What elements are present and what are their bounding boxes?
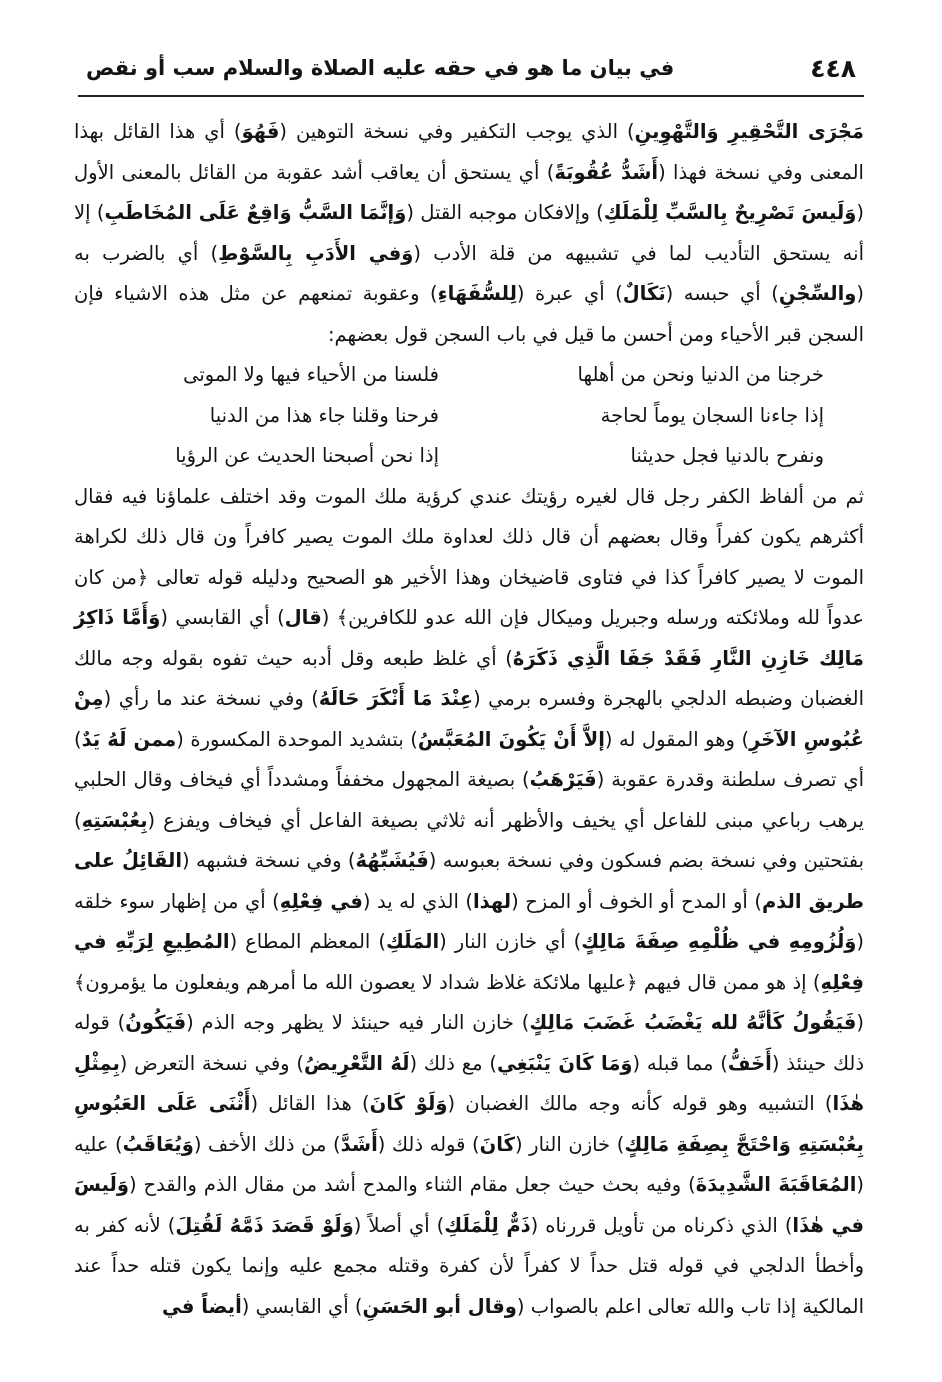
page-header [78,46,864,90]
poem-verse [74,396,864,437]
commentary-text: ) أي بالضرب به ( [74,241,864,305]
header-rule [78,95,864,97]
commentary-text: ) خازن النار فيه حينئذ لا يظهر وجه الذم ( [186,1011,530,1034]
commentary-text: ) وعقوبة تمنعهم عن مثل هذه الاشياء فإن السجن قبر الأحياء ومن أحسن ما قيل في باب السجن قول بعضهم: [74,282,864,346]
matn-quote: القَائِلُ على طريق الذم [74,849,864,913]
commentary-text: ) أو المدح أو الخوف أو المزح ( [511,889,762,913]
poem-first-hemistich: خرجنا من الدنيا ونحن من أهلها [577,363,824,386]
commentary-text: ) بفتحتين وفي نسخة بضم فسكون وفي نسخة بعبوسه ( [74,808,865,872]
matn-quote: إلاَّ أَنْ يَكُونَ المُعَبَّسُ [417,727,605,751]
matn-quote: وَلَوْ قَصَدَ ذَمَّهُ لَقُتِلَ [175,1213,354,1237]
commentary-text: ) وفيه بحث حيث جعل مقام الثناء والمدح أشد من مقال الذم والقدح ( [128,1173,696,1196]
matn-quote: أَشَدُّ عُقُوبَةً [554,160,659,184]
commentary-text: ) أي عبرة ( [516,282,623,305]
matn-quote: بِمِثْلِ هٰذَا [74,1051,865,1115]
poem-verse [74,355,864,396]
commentary-text: ) إذ هو ممن قال فيهم ﴿عليها ملائكة غلاظ شداد لا يعصون الله ما أمرهم ويفعلون ما يؤمرون﴾ ( [74,970,864,1034]
poem-second-hemistich: فلسنا من الأحياء فيها ولا الموتى [183,363,439,386]
commentary-text: ) لأنه كفر به وأخطأ الدلجي في قوله قتل حداً لا كفراً لأن كفرة وقتله مجمع عليه وإنما يكون قتله حداً عند المالكية إذا تاب والله تعالى اعلم بالصواب ( [74,1213,864,1318]
paragraph-commentary-1 [74,112,864,355]
commentary-text: ) عليه ( [74,1132,864,1196]
commentary-text: ) بتشديد الموحدة المكسورة ( [176,727,418,751]
commentary-text: ) وفي نسخة التعرض ( [119,1051,304,1075]
poem-first-hemistich: إذا جاءنا السجان يوماً لحاجة [600,403,824,427]
matn-quote: وَإنَّمَا السَّبُّ وَاقِعٌ عَلَى المُخَاطَبِ [104,201,407,224]
poem [74,355,864,477]
matn-quote: فَيَرْهَبُ [529,768,597,791]
matn-quote: فَيَكُونُ [125,1011,187,1034]
commentary-text: ) قوله ذلك ( [377,1132,480,1156]
poem-first-hemistich: ونفرح بالدنيا فجل حديثنا [630,444,824,467]
matn-quote: أَخَفُّ [727,1051,772,1075]
running-title: في بيان ما هو في حقه عليه الصلاة والسلام سب أو نقص [86,56,675,80]
matn-quote: مَجْرَى التَّحْقِيرِ وَالتَّهْوِينِ [634,120,865,143]
commentary-text: ) أي القابسي ( [241,1294,363,1318]
poem-verse [74,436,864,477]
matn-quote: وَفي الأَدَبِ بِالسَّوْطِ [218,241,414,265]
matn-quote: والسِّجْنِ [778,282,857,305]
commentary-text: ) هذا القائل ( [250,1092,370,1115]
matn-quote: كَانَ [479,1132,515,1156]
matn-quote: مِنْ عُبُوسِ الآخَرِ [74,687,864,751]
commentary-text: ) أي حبسه ( [665,282,779,305]
matn-quote: ذَمٌّ لِلْمَلَكِ [444,1213,531,1237]
paragraph-commentary-2 [74,477,864,1328]
commentary-text: ) المعظم المطاع ( [229,930,386,953]
commentary-text: ) أي هذا القائل بهذا المعنى وفي نسخة فهذا ( [74,120,864,184]
matn-quote: ممن لَهُ يَدٌ [81,727,177,751]
matn-quote: لَهُ التَّعْرِيضُ [303,1051,410,1075]
matn-quote: أَثْنَى عَلَى العَبُوسِ بِعُبْسَتِهِ وَاحْتَجَّ بِصِفَةِ مَالِكٍ [74,1092,864,1156]
matn-quote: أيضاً في [161,1294,242,1318]
poem-second-hemistich: إذا نحن أصبحنا الحديث عن الرؤيا [175,444,439,467]
commentary-text: ) أي غلظ طبعه وقل أدبه حيث تفوه بقوله وجه مالك الغضبان وضبطه الدلجي بالهجرة وفسره برمي ( [74,646,864,710]
commentary-text: ) أي تصرف سلطنة وقدرة عقوبة ( [74,727,864,791]
matn-quote: وَيُعَاقَبُ [122,1132,194,1156]
matn-quote: المُطِيعِ لِرَبِّهِ في فِعْلِهِ [74,930,864,994]
matn-quote: نَكَالٌ [622,282,666,305]
commentary-text: ) بصيغة المجهول مخففاً ومشدداً أي فيخاف وقال الحلبي يرهب رباعي مبنى للفاعل أي يخيف والأظهر أنه ثلاثي بصيغة الفاعل أي فيخاف ويفزع ( [74,768,864,832]
commentary-text: ) أي أصلاً ( [353,1213,445,1237]
matn-quote: وَأَمَّا ذَاكِرُ مَالِك خَازِنِ النَّارِ فَقَدْ جَفَا الَّذِي ذَكَرَهُ [74,606,864,670]
page-number: ٤٤٨ [810,54,856,83]
matn-quote: في فِعْلِهِ [279,889,363,913]
matn-quote: قال [284,606,322,629]
commentary-text: ) الذي يوجب التكفير وفي نسخة التوهين ( [279,120,635,143]
commentary-text: ) خازن النار ( [514,1132,625,1156]
commentary-text: ) أي يستحق أن يعاقب أشد عقوبة من القائل بالمعنى الأول ( [74,160,864,224]
matn-quote: لهذا [472,889,512,913]
matn-quote: المُعَاقَبَةَ الشَّدِيدَةَ [695,1173,857,1196]
commentary-text: ) وإلافكان موجبه القتل ( [406,201,604,224]
commentary-text: ) وفي نسخة فشبهه ( [182,849,356,872]
matn-quote: وَمَا كَانَ يَنْبَغِي [496,1051,633,1075]
poem-second-hemistich: فرحنا وقلنا جاء هذا من الدنيا [209,403,439,427]
commentary-text: ) من ذلك الأخف ( [193,1132,341,1156]
matn-quote: فَيُشَبِّهُهُ [355,849,429,872]
commentary-text: ) إلا أنه يستحق التأديب لما في تشبيهه من قلة الأدب ( [74,201,864,265]
commentary-text: ) أي خازن النار ( [439,930,582,953]
commentary-text: ) مما قبله ( [632,1051,728,1075]
matn-quote: وَلَيسَ في هٰذَا [74,1173,864,1237]
matn-quote: بِعُبْسَتِهِ [81,808,148,832]
commentary-text: ) وفي نسخة عند ما رأي ( [103,687,319,710]
commentary-text: ) مع ذلك ( [409,1051,497,1075]
matn-quote: أَشَدَّ [340,1132,378,1156]
matn-quote: فَهُوَ [241,120,280,143]
commentary-text: ) الذي ذكرناه من تأويل قررناه ( [530,1213,793,1237]
matn-quote: عِنْدَ مَا أَنْكَرَ حَالَهُ [318,687,474,710]
page-body [74,112,864,1327]
commentary-text: ) الذي له يد ( [362,889,473,913]
matn-quote: وَلُزُومِهِ في ظُلْمِهِ صِفَةَ مَالِكٍ [581,930,857,953]
commentary-text: ) قوله ذلك حينئذ ( [74,1011,864,1075]
matn-quote: فَيَقُولُ كَأنَّهُ لله يَغْضَبُ غَضَبَ مَالِكٍ [529,1011,857,1034]
commentary-text: ) التشبيه وهو قوله كأنه وجه مالك الغضبان ( [447,1092,833,1115]
commentary-text: ) أي القابسي ( [160,606,285,629]
commentary-text: ) أي من إظهار سوء خلقه ( [74,889,865,953]
matn-quote: وَلَوْ كَانَ [369,1092,448,1115]
matn-quote: وَلَيسَ تَصْرِيحٌ بِالسَّبِّ لِلْمَلَكِ [603,201,857,224]
matn-quote: وقال أبو الحَسَنِ [362,1294,517,1318]
matn-quote: المَلَكِ [385,930,440,953]
commentary-text: ) وهو المقول له ( [604,727,750,751]
matn-quote: لِلسُّفَهَاءِ [437,282,517,305]
commentary-text: ثم من ألفاظ الكفر رجل قال لغيره رؤيتك عندي كرؤية ملك الموت وقد اختلف علماؤنا فيه فقال أكثرهم يكون كفراً وقال بعضهم أن قال ذلك لعداوة ملك الموت يصير كافراً ون قال ذلك لكراهة الموت لا يصير كافراً كذا في فتاوى قاضيخان وهذا الأخير هو الصحيح ودليله قوله تعالى ﴿من كان عدواً لله وملائكته ورسله وجبريل وميكال فإن الله عدو للكافرين﴾ ( [74,484,864,629]
